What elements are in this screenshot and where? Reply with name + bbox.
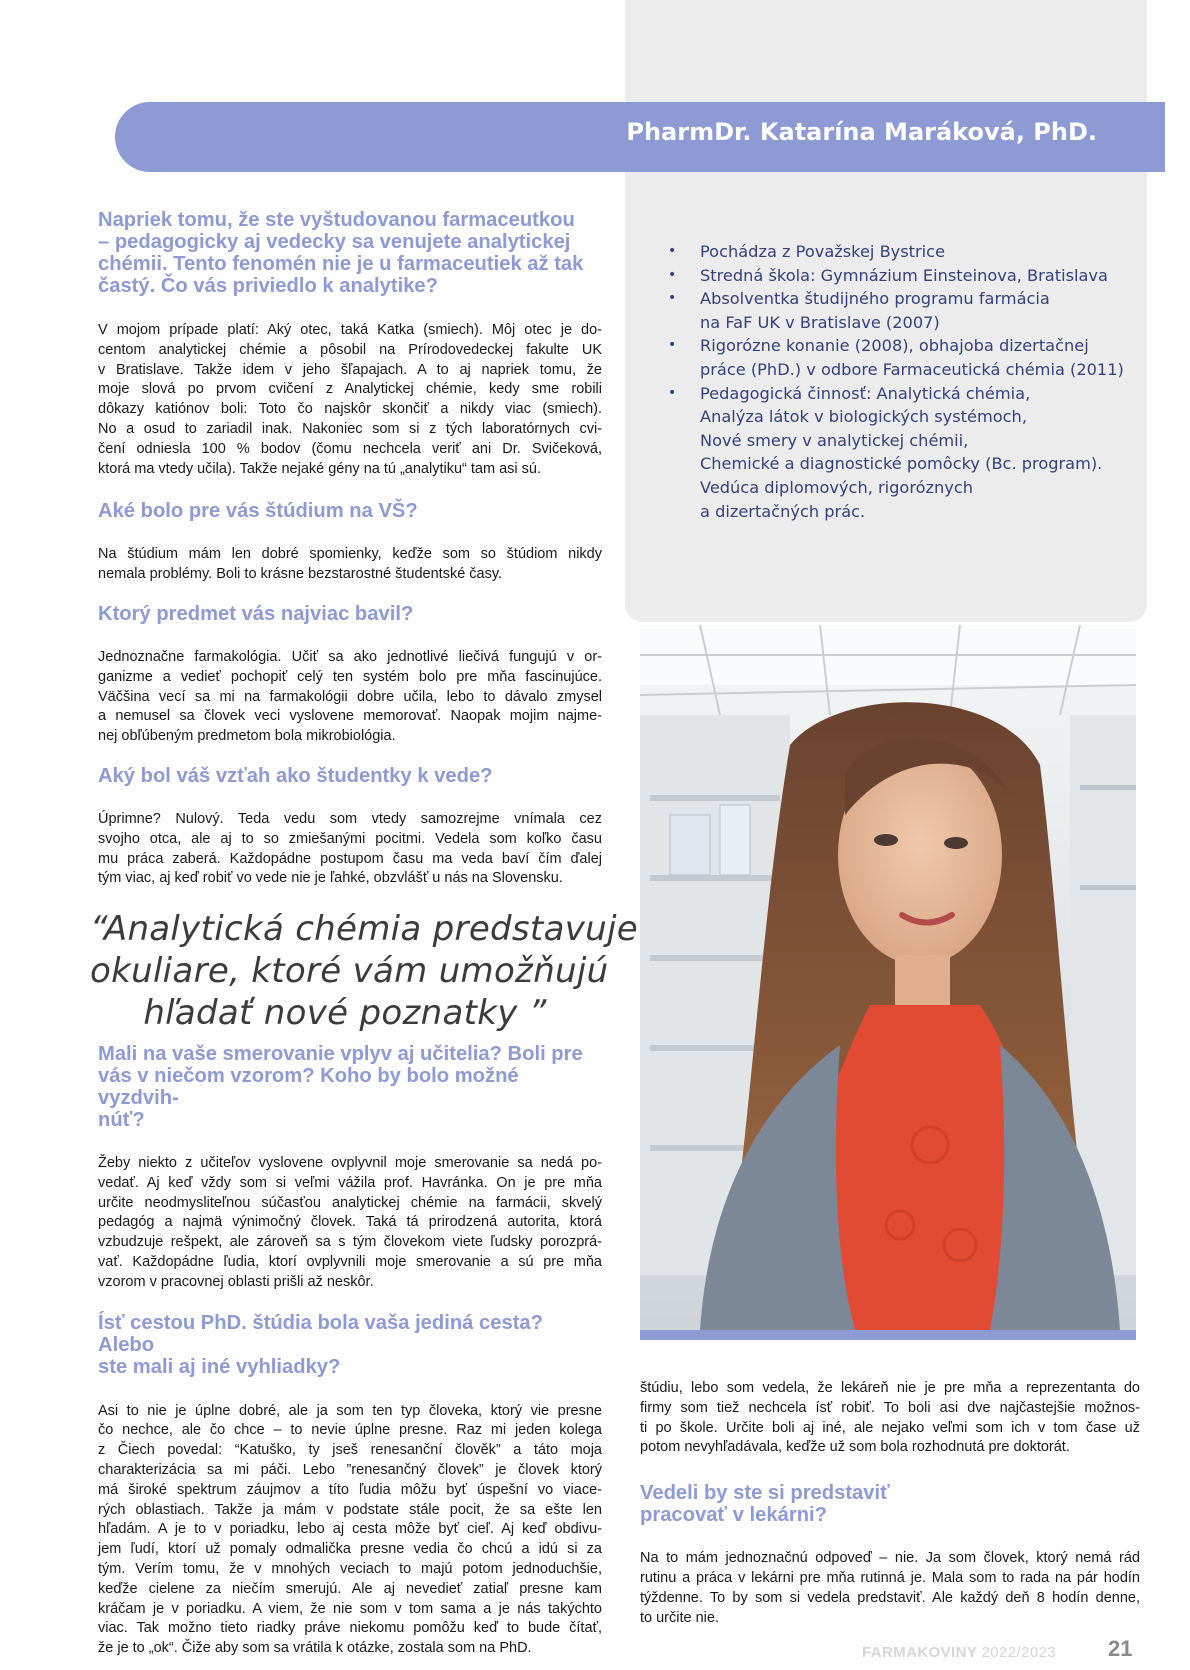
bio-line: a dizertačných prác. — [700, 501, 866, 521]
portrait-photo — [640, 625, 1136, 1330]
text-line: nemala problémy. Boli to krásne bezstarostné študentské časy. — [98, 566, 503, 583]
text-line: pedagóg a najmä výnimočný človek. Taká tá prirodzená autorita, ktorá — [98, 1214, 602, 1231]
text-line: Jednoznačne farmakológia. Učiť sa ako jednotlivé liečivá fungujú v or- — [98, 648, 602, 665]
text-line: čo nechce, ale čo chce – to nevie úplne presne. Raz mi jeden kolega — [98, 1422, 602, 1439]
text-line: Ktorý predmet vás najviac bavil? — [98, 602, 414, 625]
question-3 — [98, 603, 602, 625]
text-line: dôkazy katiónov boli: Toto čo najskôr skončiť a nikdy viac (smiech). — [98, 401, 602, 418]
text-line: v Bratislave. Takže idem v jeho šľapajach. A to aj napriek tomu, že — [98, 361, 602, 378]
text-line: pracovať v lekárni? — [640, 1504, 827, 1527]
text-line: hľadám. A je to v poriadku, lebo aj cesta môže byť cieľ. Aj keď obdivu- — [98, 1521, 602, 1538]
bullet-icon: • — [668, 243, 677, 259]
bullet-icon: • — [668, 384, 677, 401]
text-line: Na to mám jednoznačnú odpoveď – nie. Ja som človek, ktorý nemá rád — [640, 1550, 1140, 1567]
text-line: vzbudzuje rešpekt, ale zároveň sa s tým človekom viete ľudsky porozprá- — [98, 1234, 602, 1251]
bio-line: práce (PhD.) v odbore Farmaceutická chémia (2011) — [700, 359, 1124, 379]
text-line: Aké bolo pre vás štúdium na VŠ? — [98, 500, 418, 523]
text-line: – pedagogicky aj vedecky sa venujete analytickej — [98, 231, 571, 253]
answer-6-continued — [640, 1379, 1140, 1458]
text-line: viac. Tak možno tieto riadky práve niekomu pomôžu keď to bude čítať, — [98, 1620, 602, 1637]
bio-line: Pochádza z Považskej Bystrice — [700, 242, 946, 261]
question-5 — [98, 1043, 602, 1131]
bio-line: Pedagogická činnosť: Analytická chémia, — [700, 383, 1031, 403]
text-line: ktorá ma vtedy učila). Takže nejaké gény na tú „analytiku“ tam asi sú. — [98, 460, 542, 477]
bullet-icon: • — [668, 337, 677, 354]
question-7 — [640, 1482, 1140, 1526]
text-line: charakterizácia sa mi páči. Lebo ”renesančný človek” je človek ktorý — [98, 1461, 602, 1478]
bio-line: Absolventka študijného programu farmácia — [700, 289, 1050, 309]
bullet-icon: • — [668, 266, 677, 283]
text-line: a nemusel sa človek veci vyslovene memorovať. Naopak mojim najme- — [98, 708, 602, 725]
text-line: centom analytickej chémie a pôsobil na Prírodovedeckej fakulte UK — [98, 341, 602, 358]
answer-3 — [98, 648, 602, 747]
footer-year: 2022/2023 — [981, 1644, 1057, 1661]
text-line: rutinu a práca v lekárni pre mňa rutinná je. Mala som to rada na pár hodín — [640, 1569, 1140, 1586]
text-line: mu práca zaberá. Každopádne postupom času ma veda baví čím ďalej — [98, 850, 602, 867]
bio-item — [668, 382, 1138, 524]
bio-line: Analýza látok v biologických systémoch, — [700, 407, 1027, 427]
text-line: hľadať nové poznatky ” — [143, 993, 547, 1033]
text-line: Vedeli by ste si predstaviť — [640, 1482, 890, 1505]
text-line: častý. Čo vás priviedlo k analytike? — [98, 275, 438, 297]
bio-line: Stredná škola: Gymnázium Einsteinova, Bratislava — [700, 265, 1108, 285]
bio-line: Chemické a diagnostické pomôcky (Bc. program). — [700, 454, 1103, 474]
text-line: Asi to nie je úplne dobré, ale ja som ten typ človeka, ktorý vie presne — [98, 1402, 602, 1419]
bio-item — [668, 264, 1138, 288]
text-line: tým viac, aj keď robiť vo vede nie je ľahké, obzvlášť u nás na Slovensku. — [98, 870, 563, 887]
name-banner — [115, 102, 1165, 172]
answer-1 — [98, 321, 602, 479]
text-line: určite neodmysliteľnou súčasťou analytickej chémie na farmácii, skvelý — [98, 1194, 602, 1211]
answer-7 — [640, 1549, 1140, 1628]
text-line: to určite nie. — [640, 1609, 719, 1626]
answer-4 — [98, 810, 602, 889]
bio-item — [668, 334, 1138, 381]
bio-list — [668, 240, 1138, 523]
text-line: firmy som tiež nechcela ísť robiť. To boli asi dve najčastejšie možnos- — [640, 1399, 1140, 1416]
text-line: Žeby niekto z učiteľov vyslovene ovplyvnil moje smerovanie sa nedá po- — [98, 1155, 602, 1171]
bio-item — [668, 287, 1138, 334]
text-line: V mojom prípade platí: Aký otec, taká Katka (smiech). Môj otec je do- — [98, 322, 602, 338]
text-line: vzorom v pracovnej oblasti prišli až neskôr. — [98, 1273, 374, 1290]
bio-line: Rigorózne konanie (2008), obhajoba dizertačnej — [700, 336, 1089, 356]
question-4 — [98, 765, 602, 787]
text-line: týždenne. To by som si vedela predstaviť. Ale každý deň 8 hodín denne, — [640, 1589, 1140, 1606]
text-line: No a osud to zariadil inak. Nakoniec som si z tých laboratórnych cvi- — [98, 420, 602, 437]
text-line: potom nevyhľadávala, keďže už som bola rozhodnutá pre doktorát. — [640, 1439, 1070, 1456]
bio-line: Vedúca diplomových, rigoróznych — [700, 477, 974, 497]
text-line: vedať. Aj keď vždy som si veľmi vážila prof. Havránka. On je pre mňa — [98, 1174, 602, 1191]
text-line: ti po škole. Určite boli aj iné, ale nejako veľmi som ich v tom čase už — [640, 1419, 1140, 1436]
answer-5 — [98, 1154, 602, 1293]
right-column — [640, 1379, 1140, 1628]
text-line: Napriek tomu, že ste vyštudovanou farmaceutkou — [98, 209, 575, 231]
question-1 — [98, 209, 602, 297]
answer-2 — [98, 545, 602, 585]
text-line: nej obľúbeným predmetom bola mikrobiológia. — [98, 728, 396, 745]
pull-quote — [90, 908, 638, 1034]
text-line: keďže cielene za niečím smerujú. Ale aj nevedieť zatiaľ presne kam — [98, 1580, 602, 1597]
text-line: Mali na vaše smerovanie vplyv aj učitelia? Boli pre — [98, 1043, 583, 1065]
text-line: má široké spektrum záujmov a títo ľudia môžu byť úspešní vo viace- — [98, 1481, 602, 1498]
text-line: kráčam je v poriadku. A viem, že nie som v tom sama a je nás takýchto — [98, 1600, 602, 1617]
footer-magazine-name: FARMAKOVINY — [862, 1644, 977, 1661]
bio-line: Nové smery v analytickej chémii, — [700, 430, 969, 450]
text-line: tým. Verím tomu, že v mnohých veciach to majú potom jednoduchšie, — [98, 1560, 602, 1577]
interviewee-name: PharmDr. Katarína Maráková, PhD. — [626, 118, 1097, 146]
photo-underline — [640, 1330, 1136, 1340]
text-line: Úprimne? Nulový. Teda vedu som vtedy samozrejme vnímala cez — [98, 810, 602, 827]
footer-magazine — [862, 1644, 1056, 1661]
text-line: rých oblastiach. Takže ja mám v podstate stále pocit, že sa ešte len — [98, 1501, 602, 1518]
text-line: núť? — [98, 1109, 145, 1131]
text-line: vás v niečom vzorom? Koho by bolo možné vyzdvih- — [98, 1065, 519, 1109]
bullet-icon: • — [668, 290, 677, 307]
left-column-lower — [98, 1043, 602, 1659]
text-line: čení odniesla 100 % bodov (čomu nechcela veriť ani Dr. Svičeková, — [98, 440, 602, 457]
text-line: jem ľudí, ktorí už pomaly odmalička presne vedia čo chcú a idú si za — [98, 1541, 602, 1558]
text-line: štúdiu, lebo som vedela, že lekáreň nie je pre mňa a reprezentanta do — [640, 1380, 1140, 1396]
question-2 — [98, 500, 602, 522]
text-line: Väčšina vecí sa mi na farmakológii dobre učila, lebo to dávalo zmysel — [98, 688, 602, 705]
text-line: okuliare, ktoré vám umožňujú — [90, 951, 609, 991]
bio-line: na FaF UK v Bratislave (2007) — [700, 312, 940, 332]
question-6 — [98, 1312, 602, 1378]
text-line: Aký bol váš vzťah ako študentky k vede? — [98, 764, 493, 787]
text-line: Ísť cestou PhD. štúdia bola vaša jediná cesta? Alebo — [98, 1311, 543, 1356]
text-line: “Analytická chémia predstavuje — [90, 909, 638, 949]
text-line: chémii. Tento fenomén nie je u farmaceutiek až tak — [98, 253, 584, 275]
text-line: moje slová po prvom cvičení z Analytickej chémie, kedy sme robili — [98, 381, 602, 398]
left-column — [98, 209, 602, 889]
text-line: z Čiech povedal: “Katuško, ty jseš renesanční člověk” a táto moja — [98, 1442, 602, 1459]
text-line: svojho otca, ale aj to so zmiešanými pocitmi. Vedela som koľko času — [98, 830, 602, 847]
text-line: vať. Každopádne ľudia, ktorí ovplyvnili moje smerovanie a sú pre mňa — [98, 1253, 602, 1270]
text-line: ste mali aj iné vyhliadky? — [98, 1355, 341, 1378]
text-line: že je to „ok“. Čiže aby som sa vrátila k otázke, zostala som na PhD. — [98, 1640, 532, 1657]
bio-item — [668, 240, 1138, 264]
text-line: ganizme a vedieť pochopiť celý ten systém bolo pre mňa fascinujúce. — [98, 668, 602, 685]
page-number: 21 — [1108, 1636, 1133, 1661]
answer-6 — [98, 1402, 602, 1659]
text-line: Na štúdium mám len dobré spomienky, keďže som so štúdiom nikdy — [98, 546, 602, 563]
portrait-illustration — [640, 625, 1136, 1330]
